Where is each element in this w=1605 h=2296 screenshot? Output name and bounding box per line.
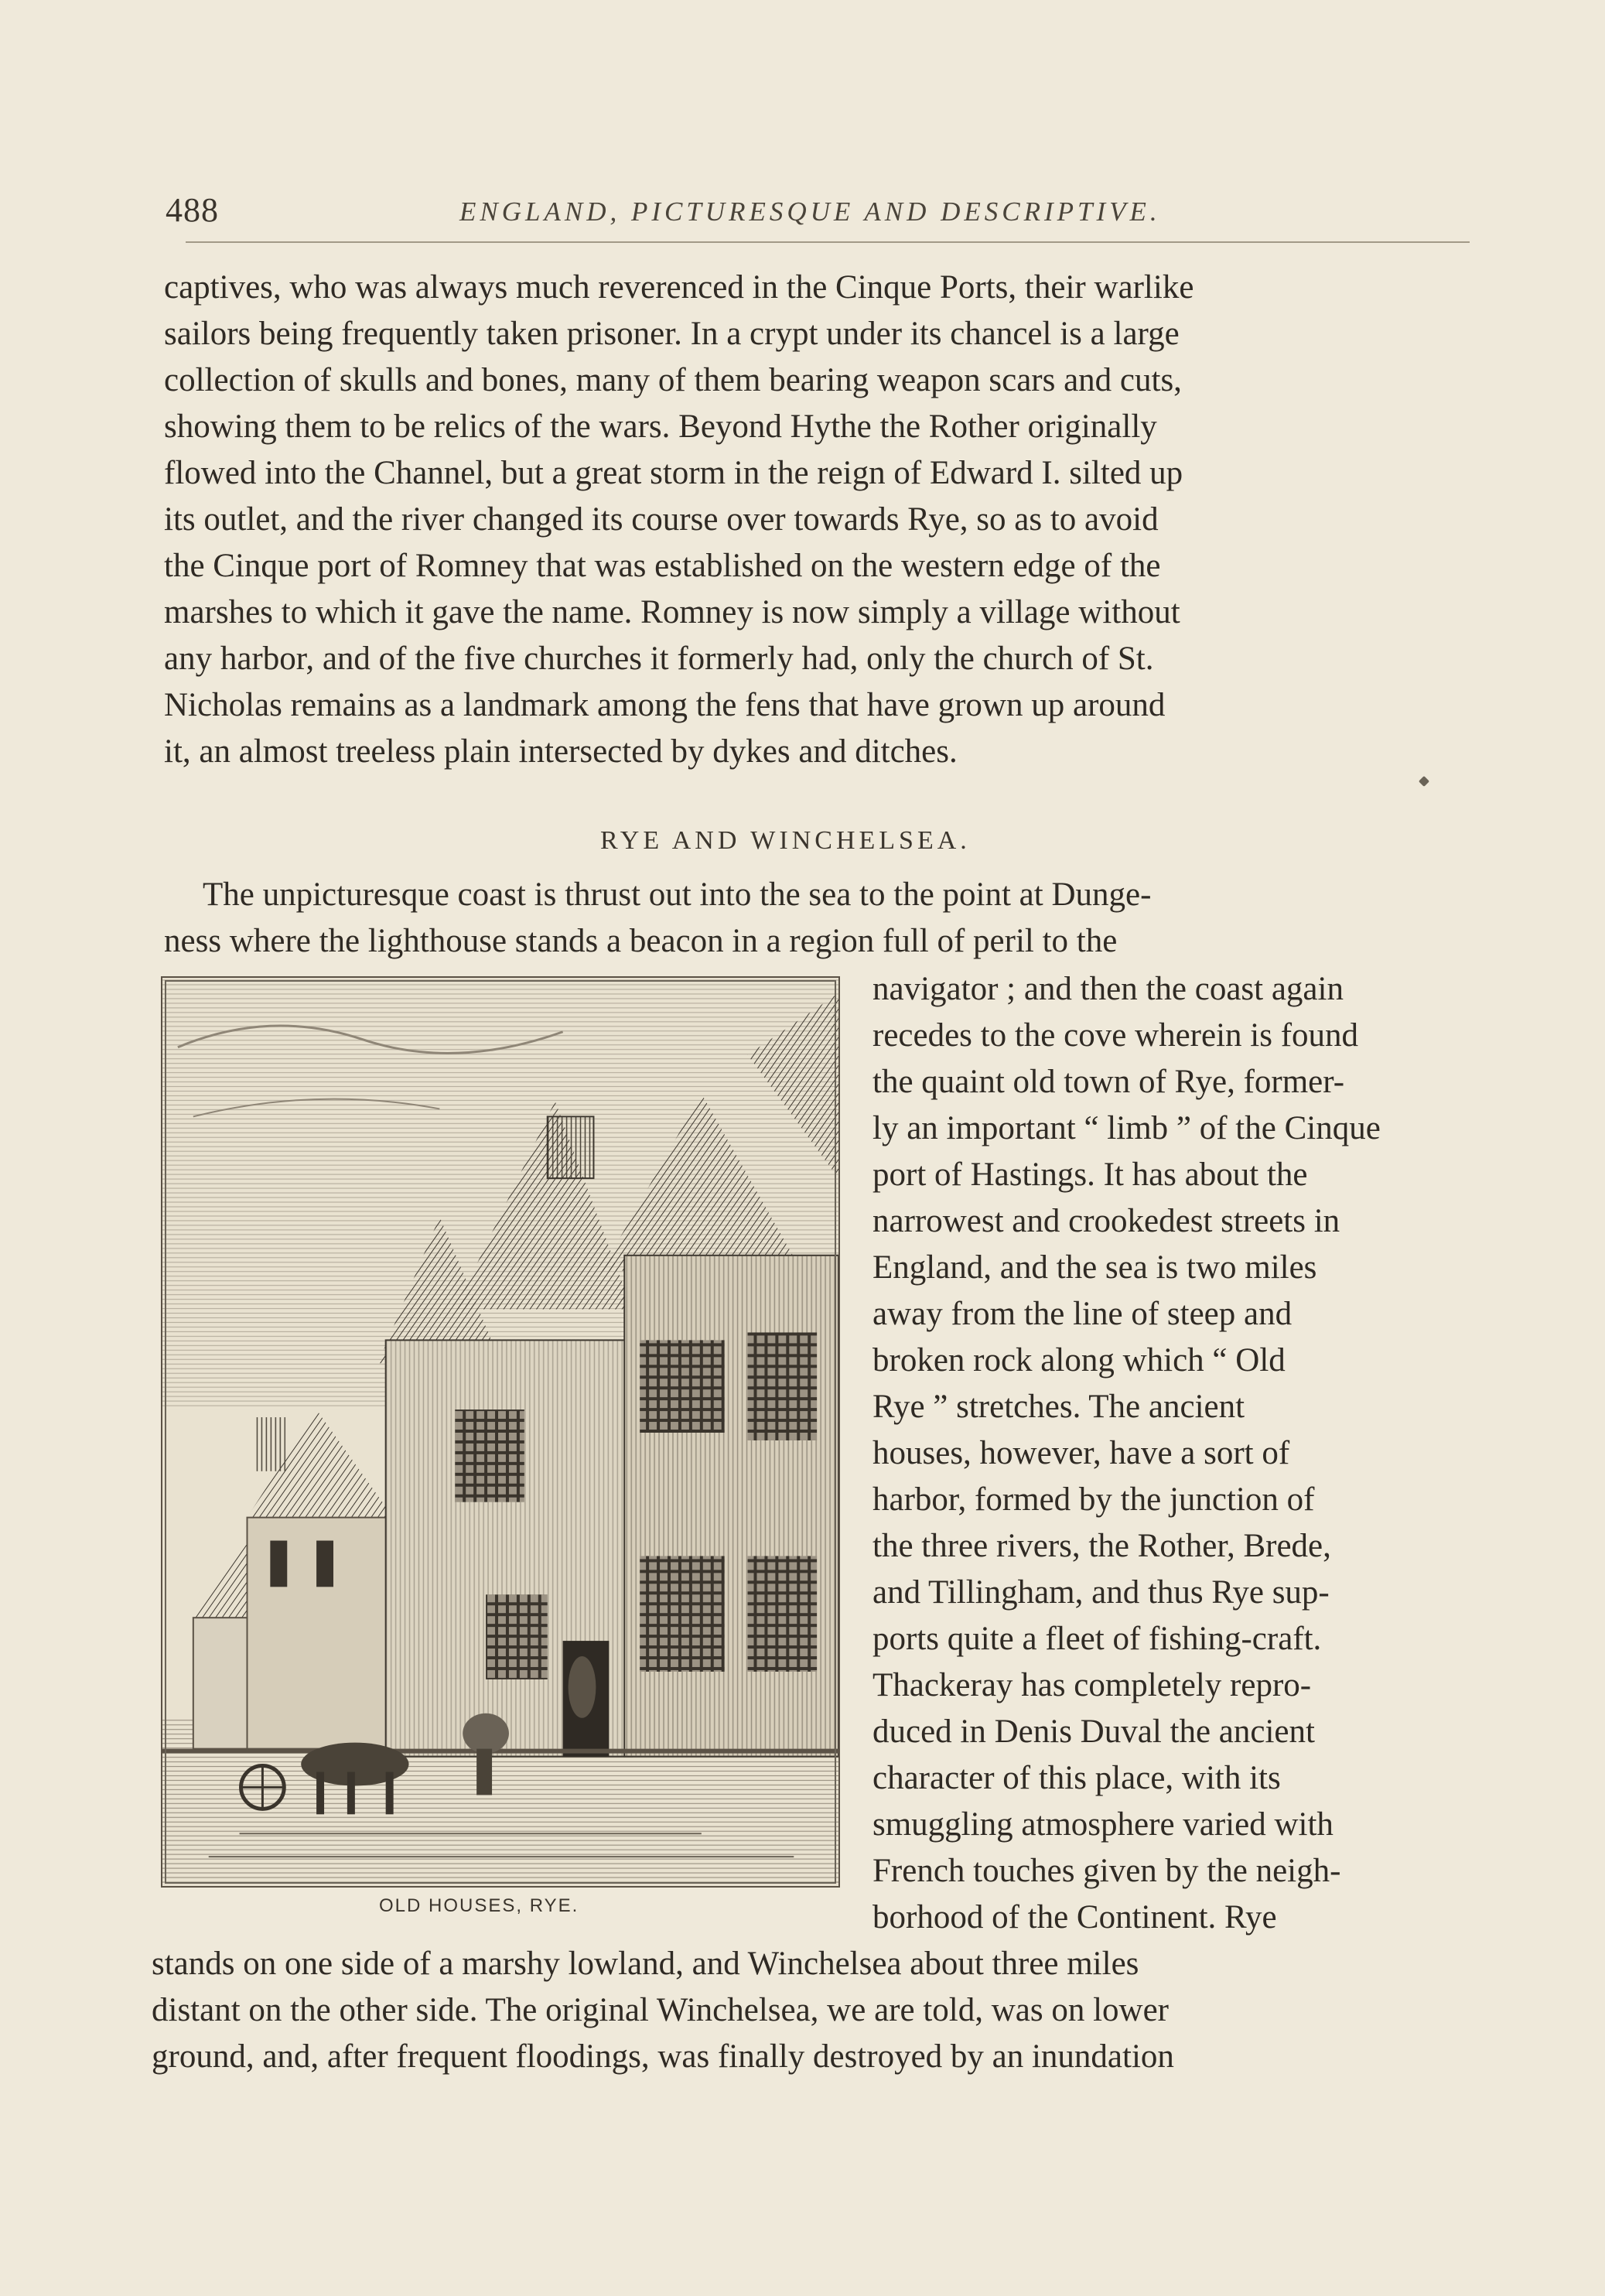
text-line: smuggling atmosphere varied with xyxy=(873,1806,1334,1843)
text-line: it, an almost treeless plain intersected by dykes and ditches. xyxy=(164,733,958,770)
text-line: distant on the other side. The original Winchelsea, we are told, was on lower xyxy=(152,1992,1169,2028)
text-line: its outlet, and the river changed its course over towards Rye, so as to avoid xyxy=(164,501,1159,538)
engraving-illustration xyxy=(162,978,838,1886)
text-line: marshes to which it gave the name. Romney is now simply a village without xyxy=(164,594,1180,630)
text-line: borhood of the Continent. Rye xyxy=(873,1899,1277,1936)
text-line: the quaint old town of Rye, former- xyxy=(873,1064,1345,1100)
text-line: and Tillingham, and thus Rye sup- xyxy=(873,1574,1330,1611)
text-line: stands on one side of a marshy lowland, and Winchelsea about three miles xyxy=(152,1946,1139,1982)
text-line: harbor, formed by the junction of xyxy=(873,1481,1315,1518)
text-line: narrowest and crookedest streets in xyxy=(873,1203,1340,1239)
page-header xyxy=(166,190,1480,237)
text-line: flowed into the Channel, but a great storm in the reign of Edward I. silted up xyxy=(164,455,1183,491)
text-line: character of this place, with its xyxy=(873,1760,1281,1796)
text-line: any harbor, and of the five churches it formerly had, only the church of St. xyxy=(164,641,1154,677)
header-rule xyxy=(186,241,1470,243)
text-line: Thackeray has completely repro- xyxy=(873,1667,1312,1703)
text-line: captives, who was always much reverenced in the Cinque Ports, their warlike xyxy=(164,269,1194,306)
text-line: the Cinque port of Romney that was established on the western edge of the xyxy=(164,548,1161,584)
section-heading: RYE AND WINCHELSEA. xyxy=(600,826,971,855)
figure-caption: OLD HOUSES, RYE. xyxy=(379,1895,579,1916)
text-line: duced in Denis Duval the ancient xyxy=(873,1713,1315,1750)
text-line: Nicholas remains as a landmark among the fens that have grown up around xyxy=(164,687,1166,723)
text-line: port of Hastings. It has about the xyxy=(873,1157,1308,1193)
text-line: navigator ; and then the coast again xyxy=(873,971,1344,1007)
engraving-old-houses-rye xyxy=(161,976,840,1888)
text-line: recedes to the cove wherein is found xyxy=(873,1017,1359,1054)
text-line: The unpicturesque coast is thrust out into the sea to the point at Dunge- xyxy=(203,876,1152,913)
printer-mark xyxy=(1419,776,1429,787)
running-title: ENGLAND, PICTURESQUE AND DESCRIPTIVE. xyxy=(459,196,1161,227)
text-line: ports quite a fleet of fishing-craft. xyxy=(873,1621,1322,1657)
text-line: ly an important “ limb ” of the Cinque xyxy=(873,1110,1381,1146)
text-line: broken rock along which “ Old xyxy=(873,1342,1286,1379)
text-line: away from the line of steep and xyxy=(873,1296,1293,1332)
page-number: 488 xyxy=(166,191,219,229)
text-line: Rye ” stretches. The ancient xyxy=(873,1389,1245,1425)
text-line: French touches given by the neigh- xyxy=(873,1853,1341,1889)
text-line: sailors being frequently taken prisoner. In a crypt under its chancel is a large xyxy=(164,316,1180,352)
text-line: showing them to be relics of the wars. Beyond Hythe the Rother originally xyxy=(164,408,1157,445)
text-line: the three rivers, the Rother, Brede, xyxy=(873,1528,1331,1564)
text-line: ground, and, after frequent floodings, was finally destroyed by an inundation xyxy=(152,2038,1174,2075)
text-line: houses, however, have a sort of xyxy=(873,1435,1290,1471)
text-line: England, and the sea is two miles xyxy=(873,1249,1317,1286)
text-line: ness where the lighthouse stands a beacon in a region full of peril to the xyxy=(164,923,1118,959)
text-line: collection of skulls and bones, many of them bearing weapon scars and cuts, xyxy=(164,362,1182,398)
